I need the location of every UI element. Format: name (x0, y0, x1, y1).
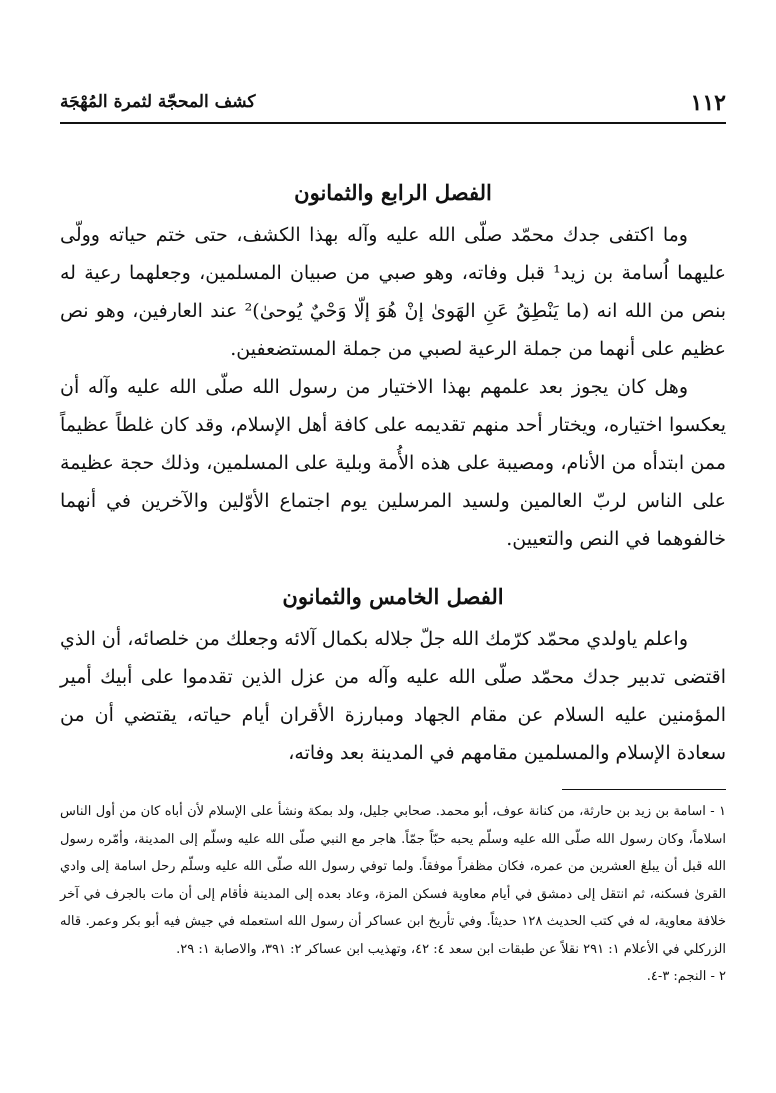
page-header (60, 84, 726, 120)
chapter-85-title: الفصل الخامس والثمانون (282, 584, 504, 609)
page-number: ١١٢ (690, 90, 726, 116)
chapter-84-paragraph-1: وما اكتفى جدك محمّد صلّى الله عليه وآله بهذا الكشف، حتى ختم حياته وولّى عليهما اُسامة بن زيد¹ قبل وفاته، وهو صبي من صبيان المسلمين، وجعلهما رعية له بنص من الله انه (ما يَنْطِقُ عَنِ الهَوىٰ إنْ هُوَ إلّا وَحْيٌ يُوحىٰ)² عند العارفين، وهو نص عظيم على أنهما من جملة الرعية لصبي من جملة المستضعفين. (60, 224, 726, 360)
footnote-2: ٢ - النجم: ٣-٤. (646, 969, 726, 984)
chapter-85-paragraph-1: واعلم ياولدي محمّد كرّمك الله جلّ جلاله بكمال آلائه وجعلك من خلصائه، أن الذي اقتضى تدبير جدك محمّد صلّى الله عليه وآله من عزل الذين تقدموا على أبيك أمير المؤمنين عليه السلام عن مقام الجهاد ومبارزة الأقران أيام حياته، يقتضي أن من سعادة الإسلام والمسلمين مقامهم في المدينة بعد وفاته، (59, 628, 726, 764)
chapter-84-title: الفصل الرابع والثمانون (294, 180, 492, 205)
footnote-1: ١ - اسامة بن زيد بن حارثة، من كنانة عوف، أبو محمد. صحابي جليل، ولد بمكة ونشأ على الإسلام لأن أباه كان من أول الناس اسلاماً، وكان رسول الله صلّى الله عليه وسلّم يحبه حبّاً جمّاً. هاجر مع النبي صلّى الله عليه وسلّم إلى المدينة، وأمّره رسول الله قبل أن يبلغ العشرين من عمره، فكان مظفراً موفقاً. ولما توفي رسول الله صلّى الله عليه وسلّم رحل اسامة إلى وادي القرىٰ فسكنه، ثم انتقل إلى دمشق في أيام معاوية فسكن المزة، وعاد بعده إلى المدينة فأقام إلى أن مات بالجرف في آخر خلافة معاوية، له في كتب الحديث ١٢٨ حديثاً. وفي تأريخ ابن عساكر أن رسول الله استعمله في جيش فيه أبو بكر وعمر. قاله الزركلي في الأعلام ١: ٢٩١ نقلاً عن طبقات ابن سعد ٤: ٤٢، وتهذيب ابن عساكر ٢: ٣٩١، والاصابة ١: ٢٩. (60, 804, 727, 957)
chapter-85-body (60, 620, 726, 772)
chapter-84-paragraph-2: وهل كان يجوز بعد علمهم بهذا الاختيار من رسول الله صلّى الله عليه وآله أن يعكسوا اختياره، ويختار أحد منهم تقديمه على كافة أهل الإسلام، وقد كان غلطاً عظيماً ممن ابتدأه من الأنام، ومصيبة على هذه الأُمة وبلية على المسلمين، وذلك حجة عظيمة على الناس لربّ العالمين ولسيد المرسلين يوم اجتماع الأوّلين والآخرين في أنهما خالفوهما في النص والتعيين. (60, 376, 726, 550)
footnotes (60, 798, 726, 991)
header-rule (60, 122, 726, 124)
running-title: كشف المحجّة لثمرة المُهْجَة (60, 92, 256, 112)
chapter-84-body (60, 216, 726, 558)
footnote-rule (562, 789, 726, 790)
